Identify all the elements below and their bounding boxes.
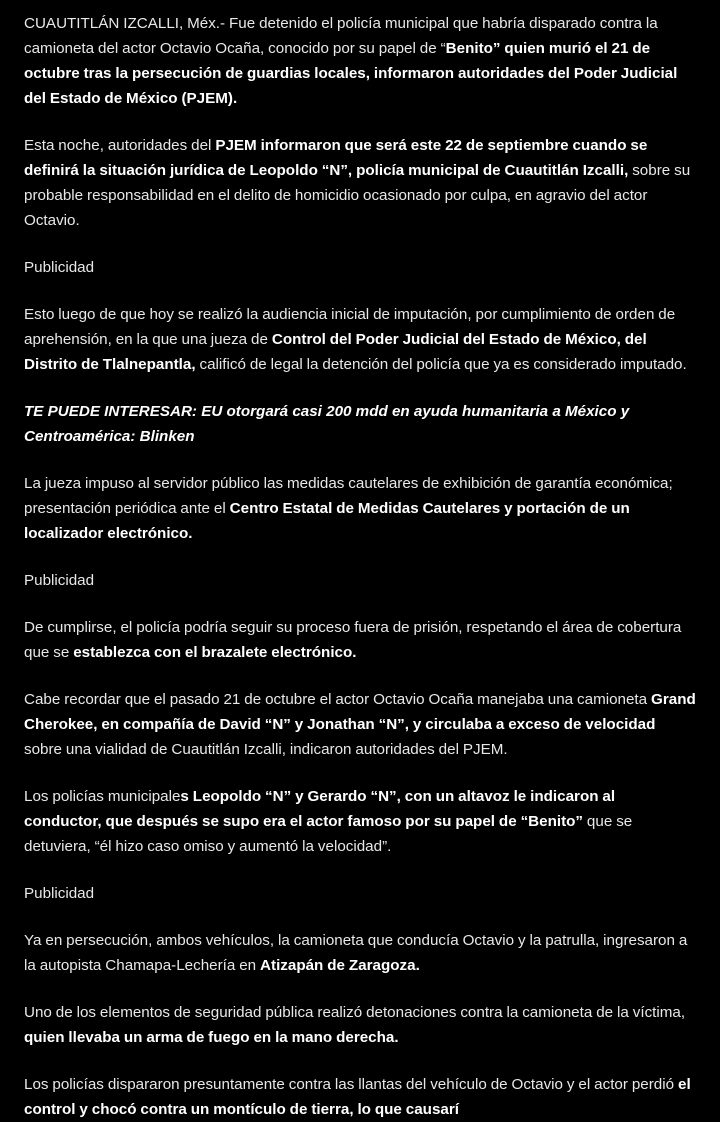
text: Esto luego de que hoy se realizó la audiencia inicial de imputación, por cumplimiento de orden de aprehensión, en la que una jueza de: [24, 306, 676, 348]
paragraph-5: [24, 615, 696, 665]
text: Uno de los elementos de seguridad pública realizó detonaciones contra la camioneta de la víctima,: [24, 1004, 686, 1021]
text: que se detuviera, “él hizo caso omiso y aumentó la velocidad”.: [24, 813, 633, 855]
paragraph-6: [24, 687, 696, 762]
bold-text: quien llevaba un arma de fuego en la mano derecha.: [24, 1029, 399, 1046]
advertisement-label: Publicidad: [24, 885, 95, 902]
bold-text: Benito” quien murió el 21 de octubre tras la persecución de guardias locales, informaron autoridades del Poder Judicial del Estado de México (PJEM).: [24, 40, 678, 107]
text: sobre su probable responsabilidad en el delito de homicidio ocasionado por culpa, en agravio del actor Octavio.: [24, 162, 691, 229]
bold-text: el control y chocó contra un montículo de tierra, lo que causarí: [24, 1076, 691, 1118]
bold-text: Control del Poder Judicial del Estado de México, del Distrito de Tlalnepantla,: [24, 331, 647, 373]
text: calificó de legal la detención del policía que ya es considerado imputado.: [195, 356, 687, 373]
bold-text: PJEM informaron que será este 22 de septiembre cuando se definirá la situación jurídica de Leopoldo “N”, policía municipal de Cuautitlán Izcalli,: [24, 137, 648, 179]
paragraph-3: [24, 302, 696, 377]
paragraph-4: [24, 471, 696, 546]
paragraph-9: [24, 1000, 696, 1050]
paragraph-7: [24, 784, 696, 859]
text: De cumplirse, el policía podría seguir su proceso fuera de prisión, respetando el área de cobertura que se: [24, 619, 682, 661]
bold-text: Centro Estatal de Medidas Cautelares y portación de un localizador electrónico.: [24, 500, 630, 542]
bold-text: Grand Cherokee, en compañía de David “N” y Jonathan “N”, y circulaba a exceso de velocidad: [24, 691, 696, 733]
text: Los policías dispararon presuntamente contra las llantas del vehículo de Octavio y el actor perdió: [24, 1076, 678, 1093]
text: Los policías municipale: [24, 788, 181, 805]
bold-text: s Leopoldo “N” y Gerardo “N”, con un altavoz le indicaron al conductor, que después se supo era el actor famoso por su papel de “Benito”: [24, 788, 616, 830]
bold-text: Atizapán de Zaragoza.: [260, 957, 420, 974]
text: CUAUTITLÁN IZCALLI, Méx.- Fue detenido el policía municipal que habría disparado contra la camioneta del actor Octavio Ocaña, conocido por su papel de “: [24, 15, 658, 57]
paragraph-2: [24, 133, 696, 233]
paragraph-8: [24, 928, 696, 978]
bold-text: establezca con el brazalete electrónico.: [73, 644, 357, 661]
related-article-link[interactable]: TE PUEDE INTERESAR: EU otorgará casi 200 mdd en ayuda humanitaria a México y Centroamérica: Blinken: [24, 403, 630, 445]
advertisement-label: Publicidad: [24, 572, 95, 589]
text: sobre una vialidad de Cuautitlán Izcalli, indicaron autoridades del PJEM.: [24, 741, 508, 758]
paragraph-10: [24, 1072, 696, 1122]
text: Cabe recordar que el pasado 21 de octubre el actor Octavio Ocaña manejaba una camioneta: [24, 691, 652, 708]
text: Esta noche, autoridades del: [24, 137, 216, 154]
text: La jueza impuso al servidor público las medidas cautelares de exhibición de garantía económica; presentación periódica ante el: [24, 475, 673, 517]
text: Ya en persecución, ambos vehículos, la camioneta que conducía Octavio y la patrulla, ingresaron a la autopista Chamapa-Lechería en: [24, 932, 688, 974]
paragraph-1: [24, 11, 696, 111]
advertisement-label: Publicidad: [24, 259, 95, 276]
